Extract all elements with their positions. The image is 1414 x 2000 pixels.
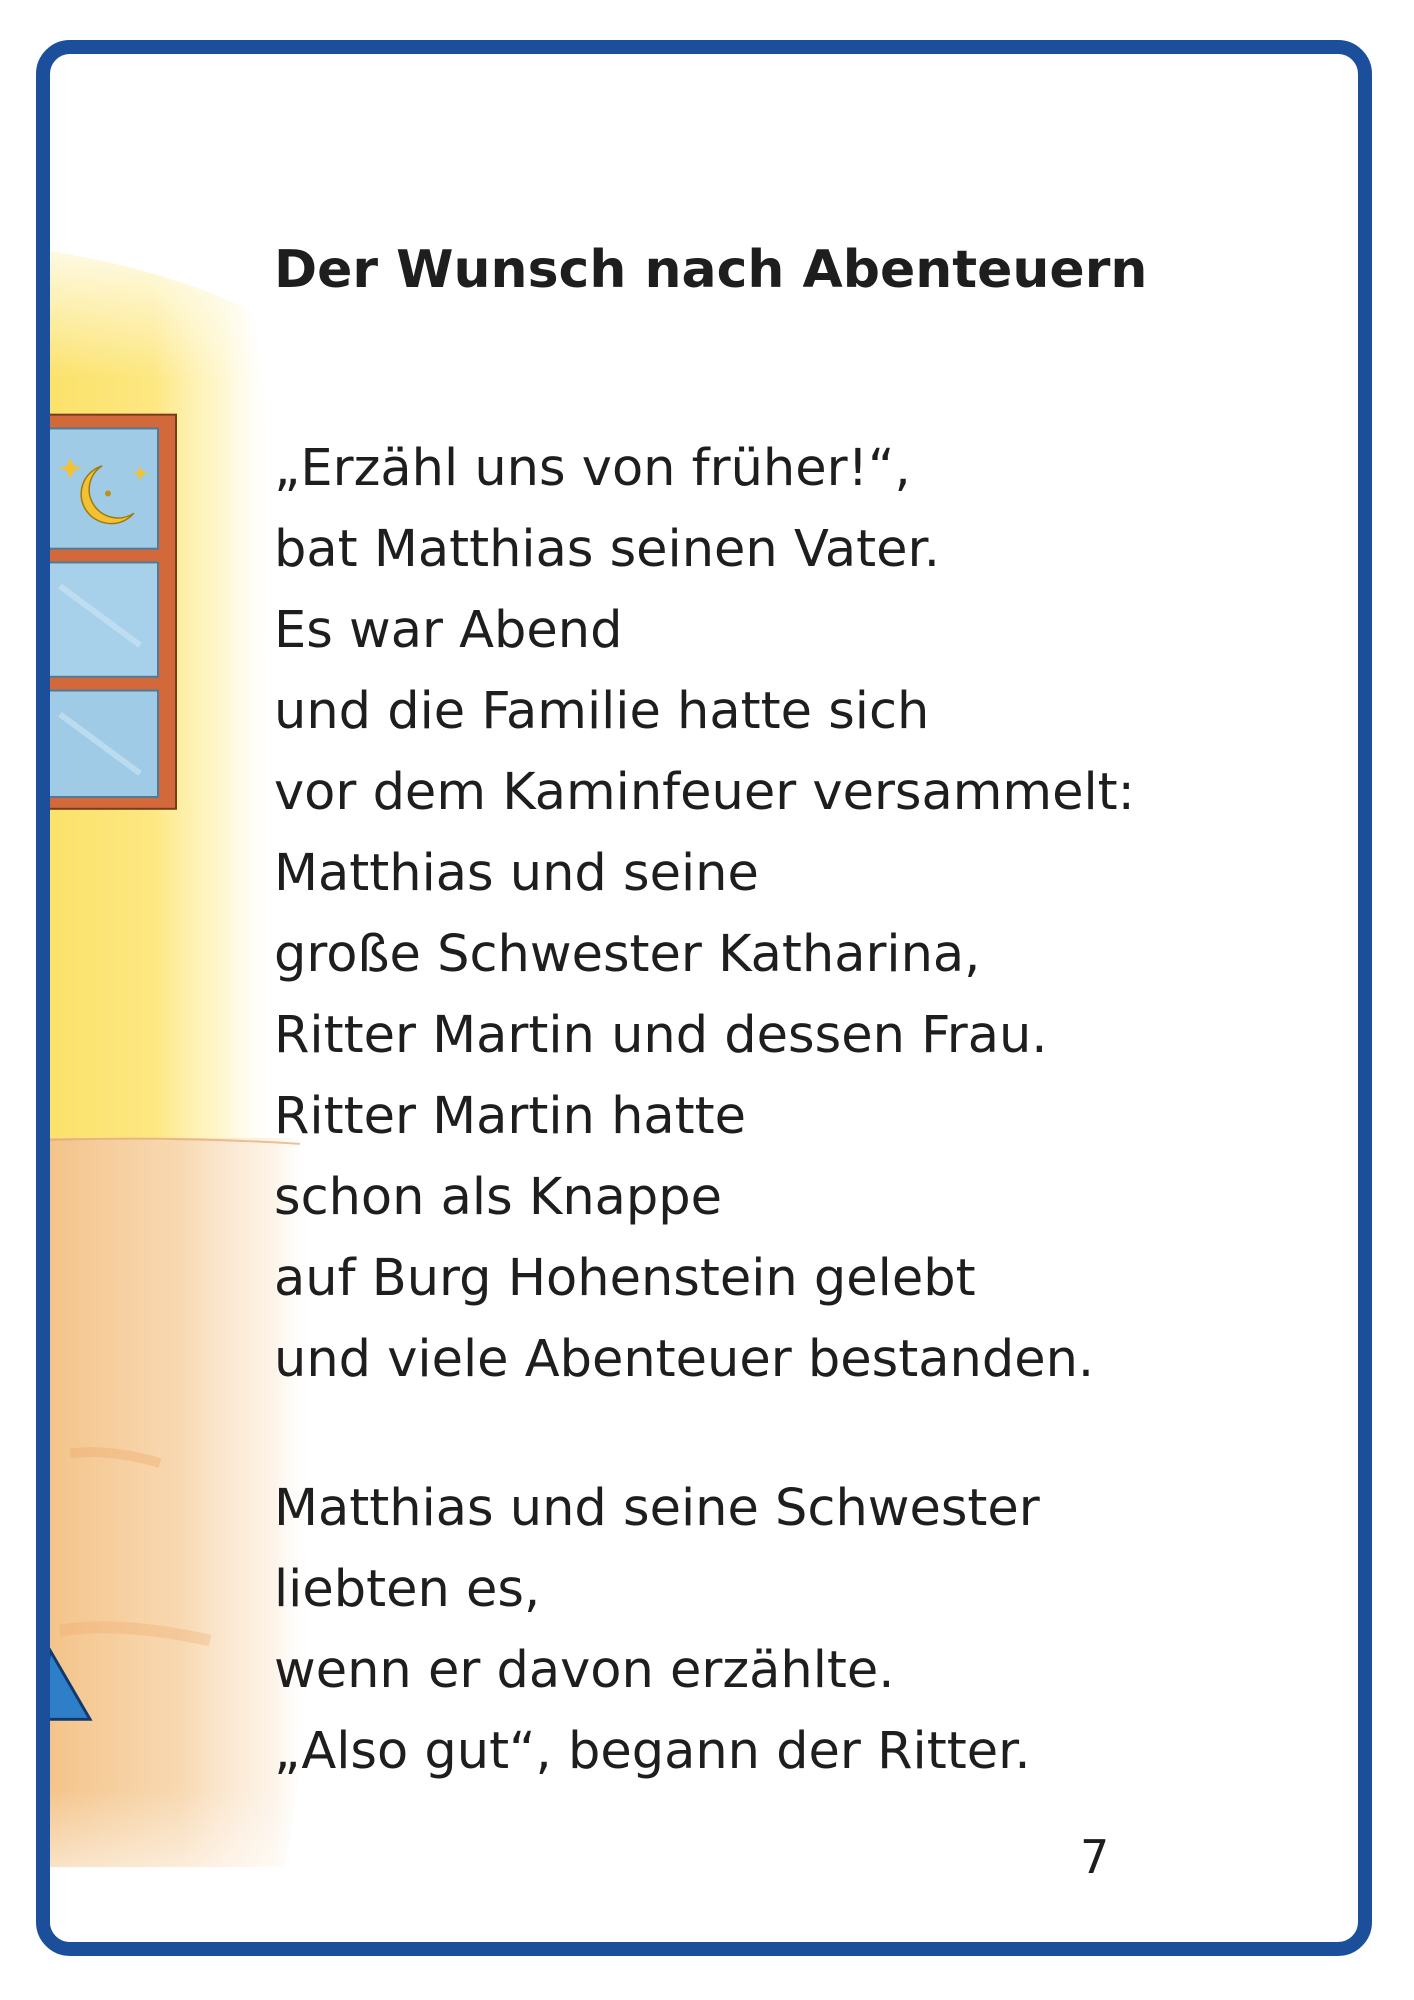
page-number: 7 (1080, 1830, 1110, 1884)
stanza-1 (274, 428, 1135, 1400)
text-line: bat Matthias seinen Vater. (274, 520, 941, 579)
stanza-2 (274, 1468, 1040, 1792)
floor-bottom-fade (50, 1788, 330, 1942)
text-line: „Also gut“, begann der Ritter. (274, 1722, 1031, 1781)
text-line: vor dem Kaminfeuer versammelt: (274, 763, 1135, 822)
text-line: Matthias und seine Schwester (274, 1479, 1040, 1538)
text-line: Ritter Martin hatte (274, 1087, 747, 1146)
text-line: Es war Abend (274, 601, 623, 660)
window-icon (50, 415, 176, 809)
text-line: wenn er davon erzählte. (274, 1641, 895, 1700)
page-title: Der Wunsch nach Abenteuern (274, 240, 1148, 300)
text-line: auf Burg Hohenstein gelebt (274, 1249, 976, 1308)
text-line: „Erzähl uns von früher!“, (274, 439, 911, 498)
text-line: große Schwester Katharina, (274, 925, 981, 984)
wall-top-fade (50, 222, 310, 380)
text-line: Ritter Martin und dessen Frau. (274, 1006, 1048, 1065)
text-line: und die Familie hatte sich (274, 682, 930, 741)
text-line: Matthias und seine (274, 844, 759, 903)
text-line: schon als Knappe (274, 1168, 723, 1227)
text-line: und viele Abenteuer bestanden. (274, 1330, 1095, 1389)
page-frame (36, 40, 1372, 1956)
text-line: liebten es, (274, 1560, 541, 1619)
